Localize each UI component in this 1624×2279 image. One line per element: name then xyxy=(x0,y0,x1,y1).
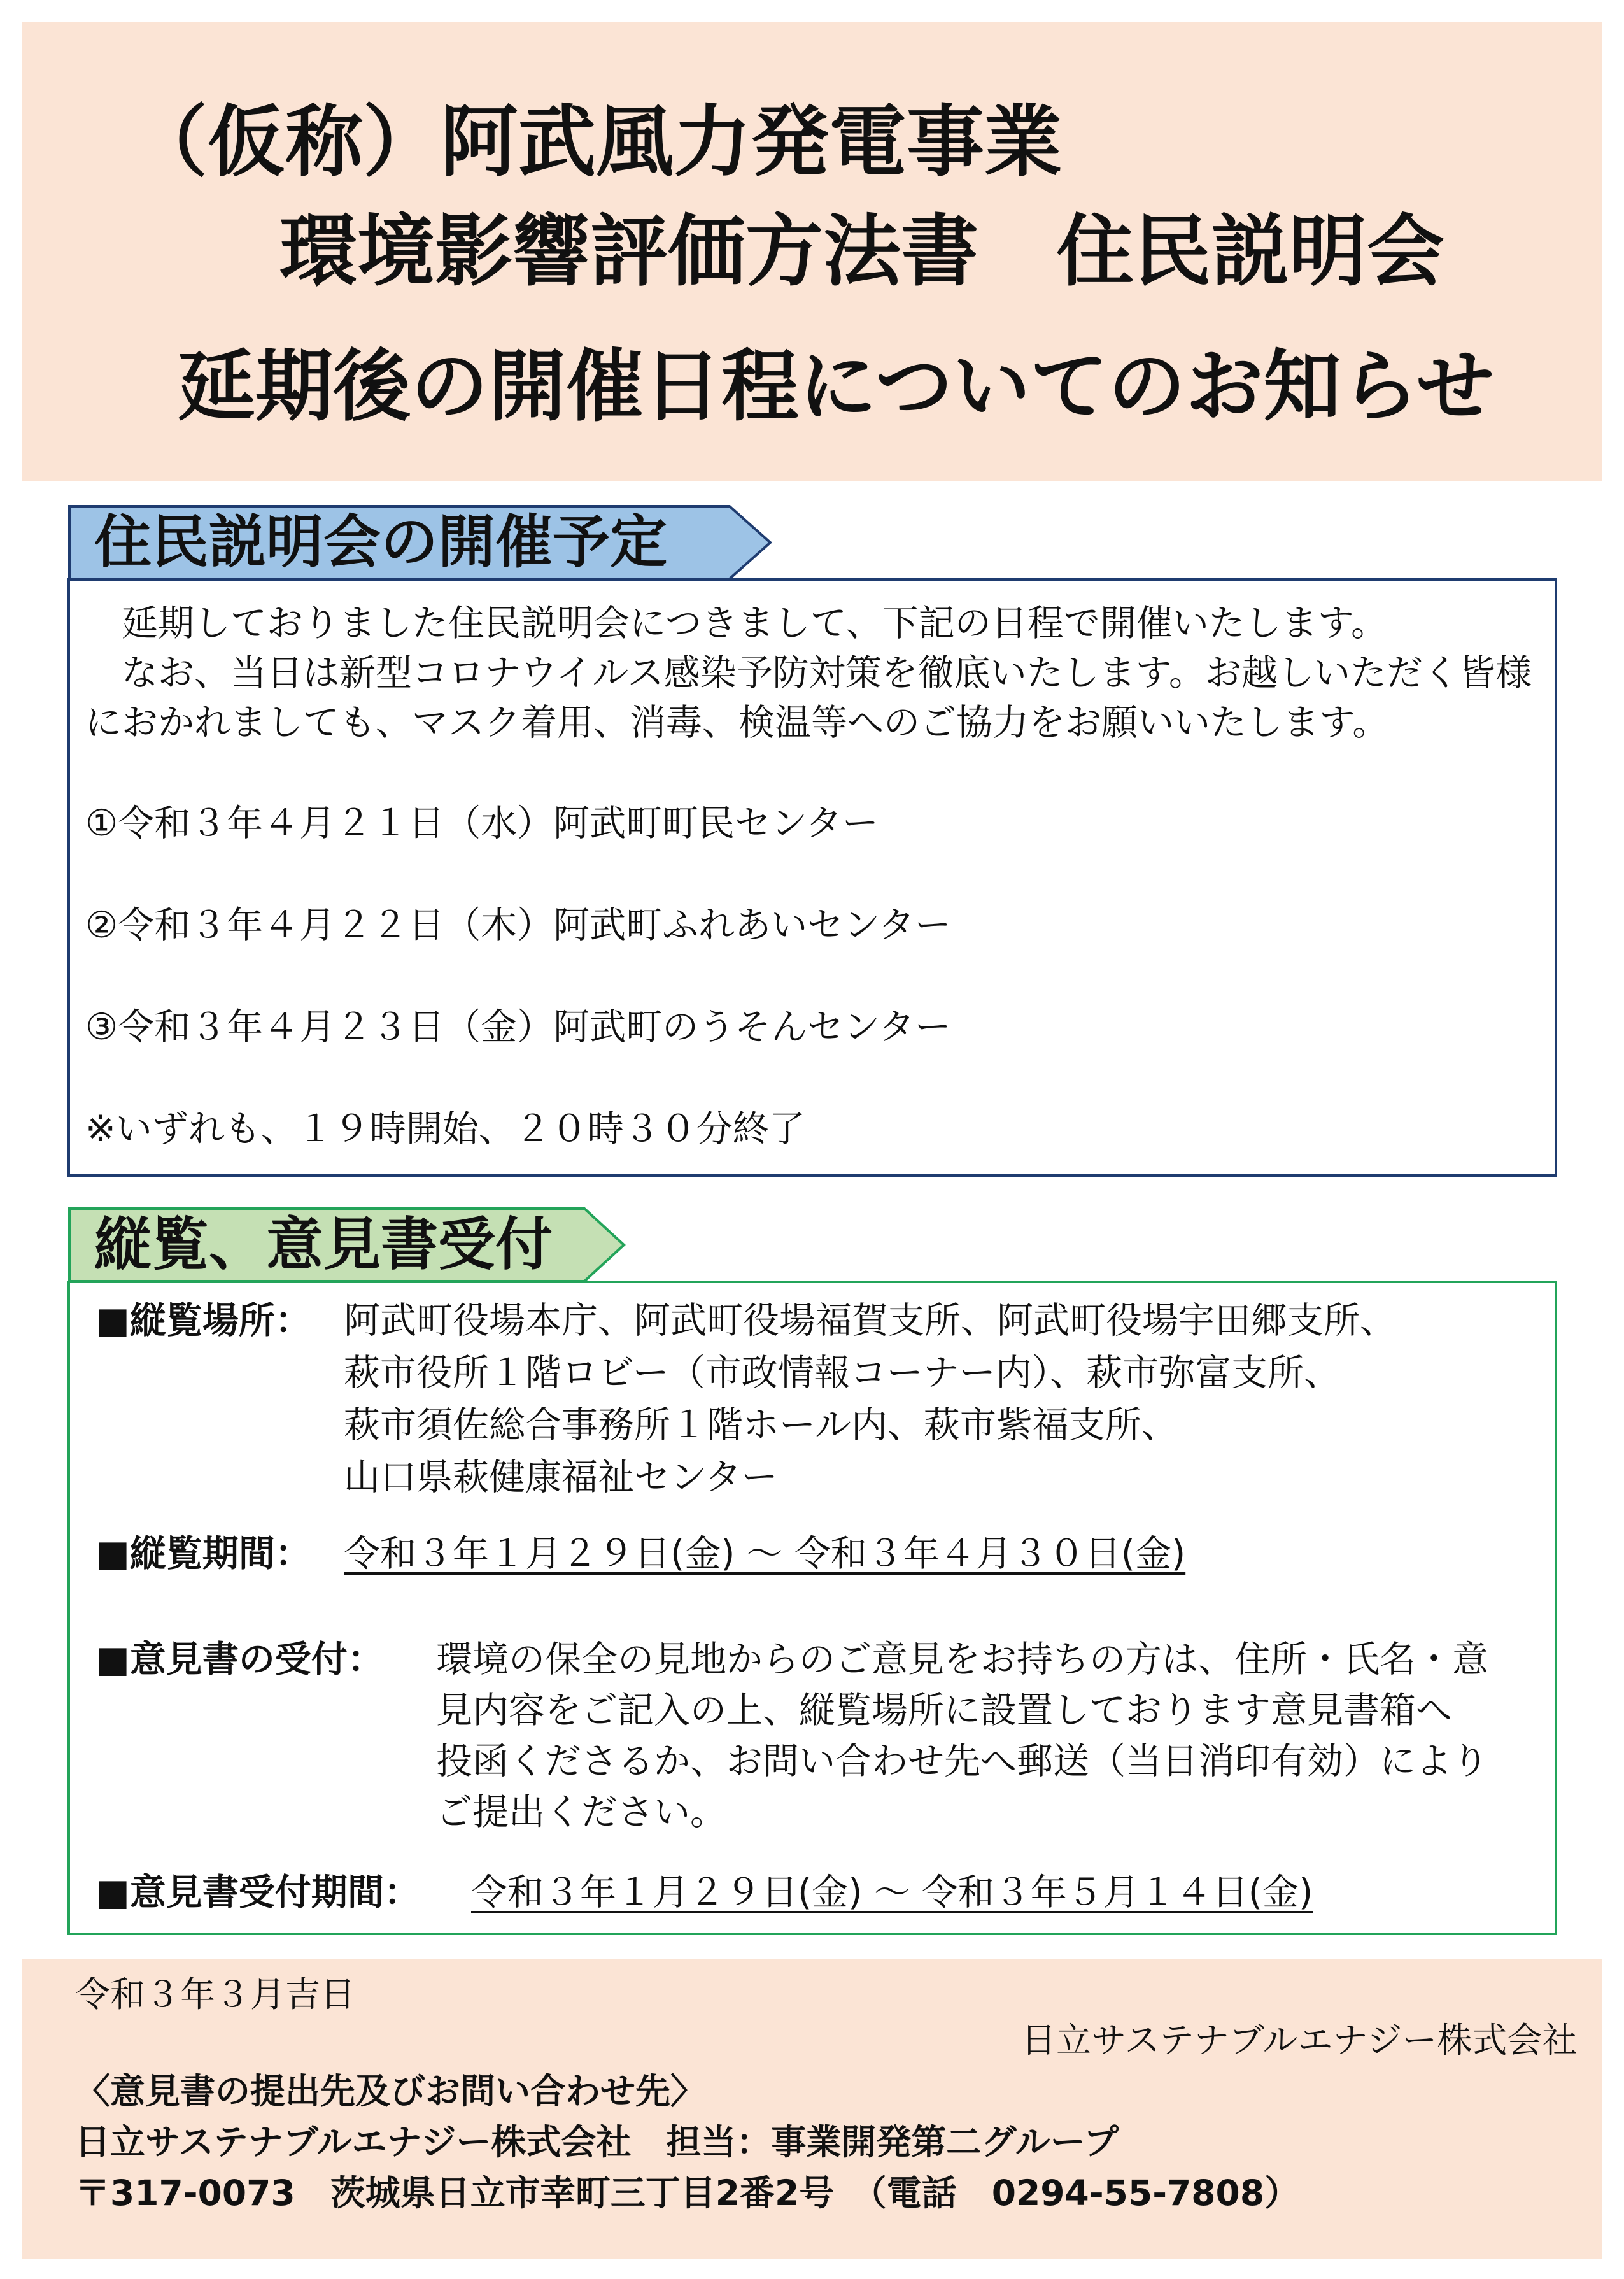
location-line-4: 山口県萩健康福祉センター xyxy=(344,1456,778,1498)
opinion-label: ■意見書の受付： xyxy=(95,1638,384,1680)
contact-heading: 〈意見書の提出先及びお問い合わせ先〉 xyxy=(75,2071,706,2112)
period-value: 令和３年１月２９日(金) ～ 令和３年４月３０日(金) xyxy=(344,1533,1186,1575)
section2-box xyxy=(67,1281,1557,1935)
schedule-item-2: ②令和３年４月２２日（木）阿武町ふれあいセンター xyxy=(85,904,951,946)
intro-line-2: なお、当日は新型コロナウイルス感染予防対策を徹底いたします。お越しいただく皆様 xyxy=(85,652,1532,694)
schedule-note: ※いずれも、１９時開始、２０時３０分終了 xyxy=(85,1108,805,1150)
issuer-company: 日立サステナブルエナジー株式会社 xyxy=(1021,2020,1578,2061)
location-line-3: 萩市須佐総合事務所１階ホール内、萩市紫福支所、 xyxy=(344,1404,1178,1446)
section1-box xyxy=(67,578,1557,1177)
opinion-period-value: 令和３年１月２９日(金) ～ 令和３年５月１４日(金) xyxy=(471,1871,1313,1913)
period-label: ■縦覧期間： xyxy=(95,1533,311,1575)
contact-address: 〒317-0073 茨城県日立市幸町三丁目2番2号 （電話 0294-55-7808） xyxy=(75,2173,1300,2213)
location-line-1: 阿武町役場本庁、阿武町役場福賀支所、阿武町役場宇田郷支所、 xyxy=(344,1300,1396,1342)
opinion-text-3: 投函くださるか、お問い合わせ先へ郵送（当日消印有効）により xyxy=(436,1740,1488,1782)
contact-company: 日立サステナブルエナジー株式会社 担当：事業開発第二グループ xyxy=(75,2122,1119,2162)
opinion-period-label: ■意見書受付期間： xyxy=(95,1871,420,1913)
intro-line-3: におかれましても、マスク着用、消毒、検温等へのご協力をお願いいたします。 xyxy=(85,702,1389,744)
location-label: ■縦覧場所： xyxy=(95,1300,311,1342)
section1-heading-tab xyxy=(67,504,774,579)
opinion-text-1: 環境の保全の見地からのご意見をお持ちの方は、住所・氏名・意 xyxy=(436,1638,1488,1680)
intro-line-1: 延期しておりました住民説明会につきまして、下記の日程で開催いたします。 xyxy=(85,602,1388,644)
section1-heading: 住民説明会の開催予定 xyxy=(94,509,667,576)
footer-panel xyxy=(22,1959,1602,2259)
issue-date: 令和３年３月吉日 xyxy=(75,1974,356,2015)
section2-heading: 縦覧、意見書受付 xyxy=(94,1211,553,1278)
title-line-2: 環境影響評価方法書 住民説明会 xyxy=(279,206,1444,297)
location-line-2: 萩市役所１階ロビー（市政情報コーナー内）、萩市弥富支所、 xyxy=(344,1352,1341,1394)
schedule-item-3: ③令和３年４月２３日（金）阿武町のうそんセンター xyxy=(85,1006,951,1048)
title-line-3: 延期後の開催日程についてのお知らせ xyxy=(178,341,1494,432)
opinion-text-4: ご提出ください。 xyxy=(436,1791,726,1833)
opinion-text-2: 見内容をご記入の上、縦覧場所に設置しております意見書箱へ xyxy=(436,1689,1452,1731)
title-line-1: （仮称）阿武風力発電事業 xyxy=(130,97,1062,187)
header-banner xyxy=(22,22,1602,481)
schedule-item-1: ①令和３年４月２１日（水）阿武町町民センター xyxy=(85,802,879,844)
section2-heading-tab xyxy=(67,1207,628,1282)
